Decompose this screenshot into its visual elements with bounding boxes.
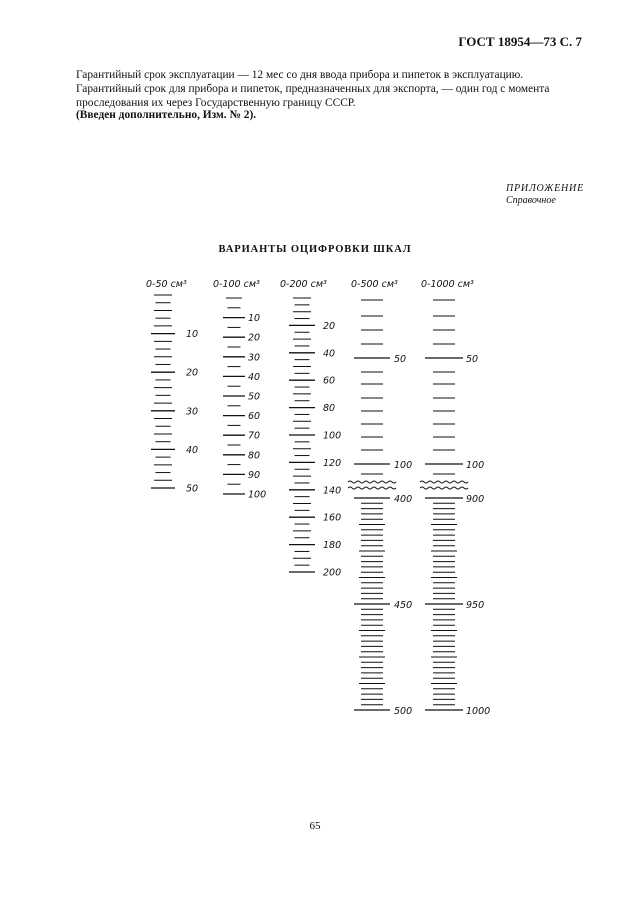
- scale-4-label: 400: [394, 494, 413, 505]
- scale-4-label: 450: [394, 600, 413, 611]
- paragraph-export-warranty: Гарантийный срок для прибора и пипеток, предназначенных для экспорта, — один год с момента проследования их через Государственную границу СССР.: [76, 83, 550, 109]
- scale-4-header: 0-500 см³: [351, 279, 398, 290]
- scale-2-label: 90: [248, 469, 261, 481]
- scale-5-label: 100: [466, 460, 485, 471]
- scale-4-label: 50: [394, 354, 407, 365]
- scale-5-label: 950: [466, 600, 485, 611]
- scale-4-label: 100: [394, 460, 413, 471]
- scale-5-label: 1000: [466, 706, 491, 717]
- scale-3-label: 20: [323, 320, 336, 332]
- scale-5-header: 0-1000 см³: [421, 279, 474, 290]
- scale-2-label: 10: [248, 313, 261, 325]
- paragraph-amendment-note: (Введен дополнительно, Изм. № 2).: [76, 109, 257, 121]
- scale-3-label: 200: [323, 567, 342, 579]
- scale-5-break-wave: [420, 481, 468, 483]
- scale-1-label: 20: [186, 367, 199, 379]
- scale-5-break-wave: [420, 487, 468, 489]
- scale-3-label: 80: [323, 403, 336, 415]
- scale-2-label: 40: [248, 371, 261, 383]
- scale-3-header: 0-200 см³: [280, 279, 327, 290]
- scale-3-label: 140: [323, 485, 342, 497]
- scale-2-label: 100: [248, 489, 267, 501]
- page-number: 65: [309, 820, 321, 832]
- scale-3-label: 60: [323, 375, 336, 387]
- scale-5-label: 900: [466, 494, 485, 505]
- scale-1-label: 30: [186, 406, 199, 418]
- scale-1-label: 50: [186, 483, 199, 495]
- scale-1-header: 0-50 см³: [146, 279, 187, 290]
- paragraph-warranty: Гарантийный срок эксплуатации — 12 мес со дня ввода прибора и пипеток в эксплуатацию.: [76, 69, 524, 81]
- scale-3-label: 120: [323, 457, 342, 469]
- document-header: ГОСТ 18954—73 С. 7: [458, 34, 582, 49]
- scale-3-label: 40: [323, 348, 336, 360]
- scale-4-label: 500: [394, 706, 413, 717]
- scale-2-header: 0-100 см³: [213, 279, 260, 290]
- scale-2-label: 70: [248, 430, 261, 442]
- scale-2-label: 60: [248, 411, 261, 423]
- scale-5-label: 50: [466, 354, 479, 365]
- appendix-title: ПРИЛОЖЕНИЕ: [506, 183, 584, 194]
- scale-2-label: 20: [248, 332, 261, 344]
- scale-3-label: 180: [323, 540, 342, 552]
- scale-4-break-wave: [348, 487, 396, 489]
- scale-1-label: 10: [186, 329, 199, 341]
- figure-title: ВАРИАНТЫ ОЦИФРОВКИ ШКАЛ: [218, 244, 412, 255]
- scale-3-label: 100: [323, 430, 342, 442]
- scale-4-break-wave: [348, 481, 396, 483]
- scale-2-label: 50: [248, 391, 261, 403]
- appendix-subtitle: Справочное: [506, 195, 556, 206]
- scale-2-label: 30: [248, 352, 261, 364]
- scale-2-label: 80: [248, 450, 261, 462]
- scale-1-label: 40: [186, 444, 199, 456]
- scale-3-label: 160: [323, 512, 342, 524]
